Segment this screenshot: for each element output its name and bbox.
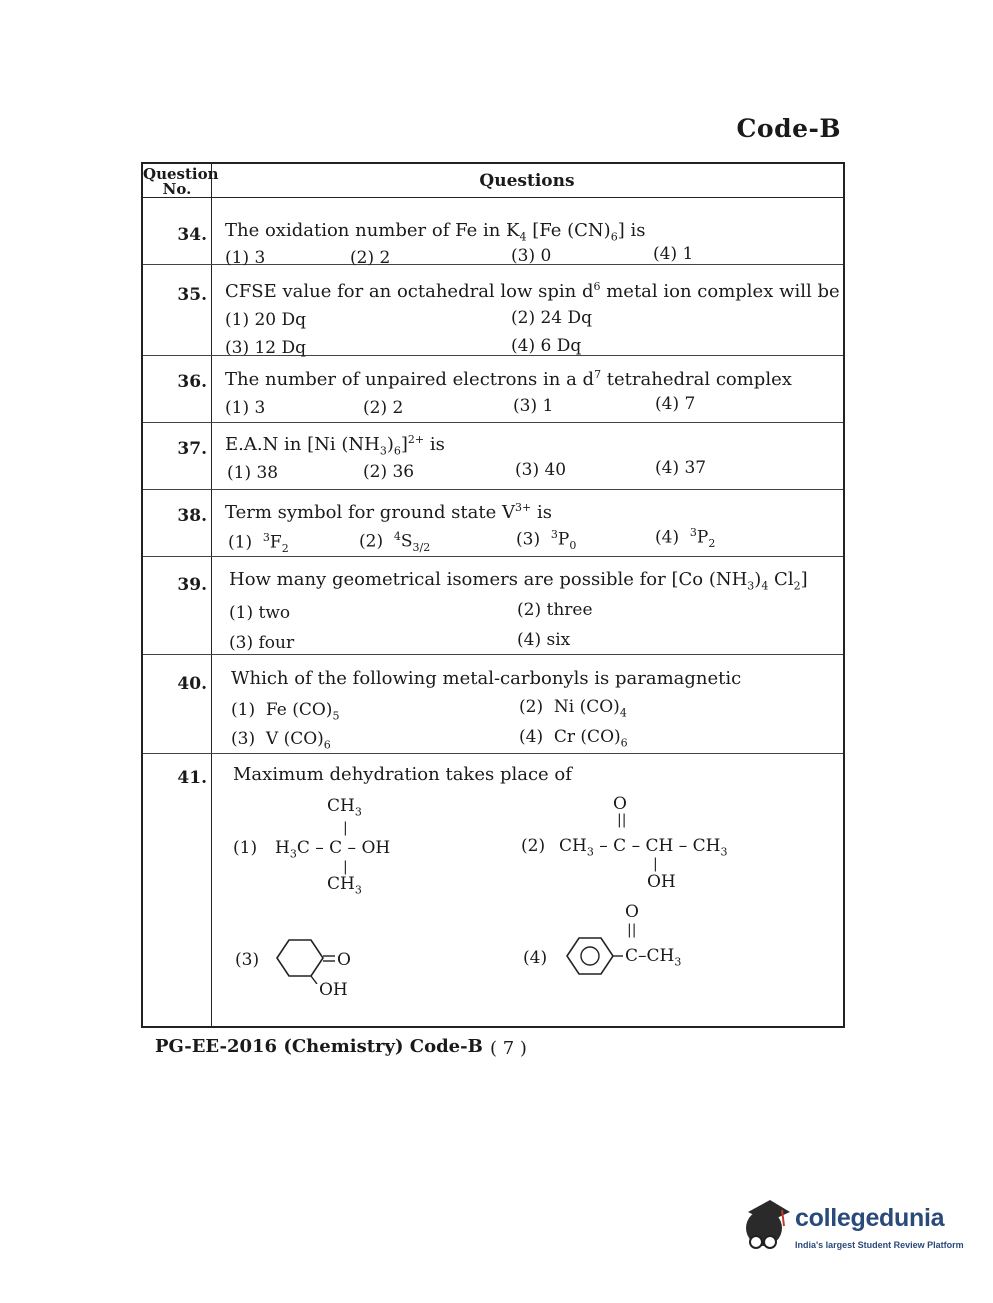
double-bond: || [617, 812, 627, 828]
question-number: 39. [177, 575, 207, 595]
question-text: The oxidation number of Fe in $K_4$ [Fe $(CN)_6$] is [225, 220, 646, 244]
option-4: (4) $^3P_2$ [655, 526, 716, 551]
option-1: (1) two [229, 603, 291, 623]
option-3: (3) [235, 950, 260, 970]
structure-1-top: $CH_3$ [327, 796, 362, 819]
option-4: (4) 37 [655, 458, 707, 478]
structure-3-bottom: OH [319, 980, 348, 1000]
option-4: (4) 6 Dq [511, 336, 582, 356]
structure-2-mid: $CH_3$ – C – CH – $CH_3$ [559, 836, 728, 859]
option-2: (2) 2 [363, 398, 404, 418]
benzene-ring-icon [563, 934, 625, 978]
bond: | [653, 856, 658, 872]
double-bond: || [627, 922, 637, 938]
option-1: (1) 3 [225, 248, 266, 268]
option-1: (1) Fe $(CO)_5$ [231, 700, 340, 723]
header-question-no: Question No. [143, 165, 219, 198]
page-number: ( 7 ) [490, 1038, 527, 1059]
question-text: CFSE value for an octahedral low spin $d^6$ metal ion complex will be [225, 280, 840, 302]
option-3: (3) 0 [511, 246, 552, 266]
option-1: (1) [233, 838, 258, 858]
option-3: (3) four [229, 633, 295, 653]
structure-3-oxygen: O [337, 950, 351, 970]
question-text: Maximum dehydration takes place of [233, 764, 572, 785]
exam-code: Code-B [736, 114, 841, 143]
option-2: (2) 24 Dq [511, 308, 593, 328]
structure-1-bottom: $CH_3$ [327, 874, 362, 897]
bond: | [343, 859, 348, 875]
structure-2-top: O [613, 794, 627, 814]
question-number: 41. [177, 768, 207, 788]
option-2: (2) [521, 836, 546, 856]
bond: | [343, 820, 348, 836]
question-number: 37. [177, 439, 207, 459]
option-3: (3) 1 [513, 396, 554, 416]
question-number: 34. [177, 225, 207, 245]
option-3: (3) $^3P_0$ [516, 528, 577, 553]
option-4: (4) six [517, 630, 571, 650]
question-row-34 [143, 198, 843, 268]
question-text: Which of the following metal-carbonyls is paramagnetic [231, 668, 742, 689]
option-3: (3) 40 [515, 460, 567, 480]
option-3: (3) 12 Dq [225, 338, 307, 358]
question-text: The number of unpaired electrons in a $d^7$ tetrahedral complex [225, 368, 792, 390]
question-text: Term symbol for ground state $V^{3+}$ is [225, 501, 552, 523]
footer-title: PG-EE-2016 (Chemistry) Code-B [155, 1036, 483, 1057]
question-row-40 [143, 655, 843, 754]
question-row-37 [143, 423, 843, 490]
structure-4-top: O [625, 902, 639, 922]
option-1: (1) 3 [225, 398, 266, 418]
question-row-38 [143, 490, 843, 557]
option-2: (2) Ni $(CO)_4$ [519, 697, 627, 720]
option-4: (4) [523, 948, 548, 968]
question-row-35 [143, 265, 843, 356]
collegedunia-logo [738, 1196, 963, 1264]
option-4: (4) 7 [655, 394, 696, 414]
header-questions: Questions [479, 171, 575, 191]
option-1: (1) 20 Dq [225, 310, 307, 330]
option-4: (4) Cr $(CO)_6$ [519, 727, 628, 750]
structure-2-bottom: OH [647, 872, 676, 892]
question-number: 38. [177, 506, 207, 526]
question-number: 36. [177, 372, 207, 392]
question-row-41 [143, 754, 843, 1000]
question-number: 35. [177, 285, 207, 305]
option-1: (1) $^3F_2$ [228, 531, 289, 556]
option-2: (2) $^4S_{3/2}$ [359, 530, 431, 555]
mascot-icon [738, 1198, 794, 1258]
question-row-39 [143, 557, 843, 655]
brand-name: collegedunia [795, 1204, 945, 1232]
table-header [143, 164, 843, 198]
option-2: (2) 36 [363, 462, 415, 482]
brand-tagline: India's largest Student Review Platform [795, 1240, 964, 1250]
question-text: How many geometrical isomers are possible for [Co $(NH_3)_4$ $Cl_2$] [229, 569, 808, 593]
question-text: E.A.N in [Ni $(NH_3)_6]^{2+}$ is [225, 433, 445, 458]
structure-4-mid: $C-CH_3$ [625, 946, 682, 969]
structure-1-mid: $H_3C$ – C – OH [275, 838, 391, 861]
option-1: (1) 38 [227, 463, 279, 483]
option-2: (2) three [517, 600, 593, 620]
question-number: 40. [177, 674, 207, 694]
question-table [141, 162, 845, 1028]
option-4: (4) 1 [653, 244, 694, 264]
question-row-36 [143, 356, 843, 423]
option-2: (2) 2 [350, 248, 391, 268]
option-3: (3) V $(CO)_6$ [231, 729, 331, 752]
